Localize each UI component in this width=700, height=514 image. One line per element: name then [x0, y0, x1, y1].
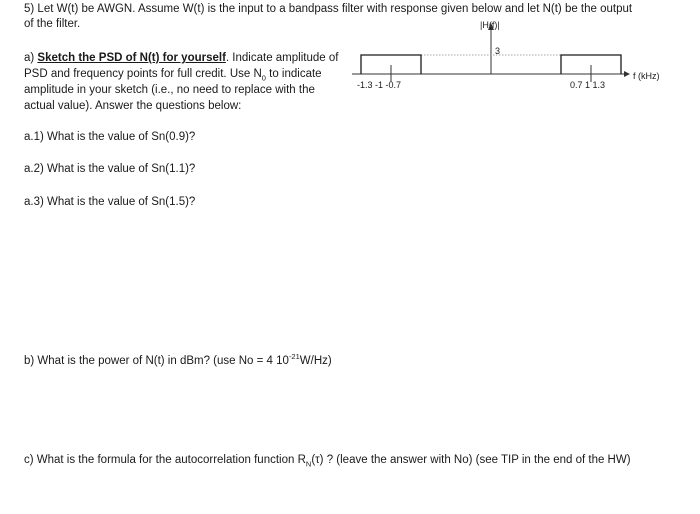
- chart-title: |H(f)|: [480, 20, 500, 30]
- question-a1: a.1) What is the value of Sn(0.9)?: [24, 131, 196, 143]
- question-a3: a.3) What is the value of Sn(1.5)?: [24, 196, 196, 208]
- question-c-tail: (τ) ? (leave the answer with No) (see TIP in the end of the HW): [311, 454, 631, 466]
- question-c-sub: N: [305, 459, 312, 469]
- question-header-line1: 5) Let W(t) be AWGN. Assume W(t) is the input to a bandpass filter with response given below and let N(t) be the output: [24, 3, 633, 15]
- question-b-exponent: -21: [288, 352, 300, 362]
- x-tick-labels-left: -1.3 -1 -0.7: [357, 80, 402, 90]
- part-a-lead: a): [24, 52, 38, 64]
- amplitude-label: 3: [495, 46, 501, 56]
- question-b-tail: W/Hz): [299, 355, 332, 367]
- part-a-rest: . Indicate amplitude of PSD and frequency points for full credit. Use N: [24, 52, 339, 80]
- question-b-text: b) What is the power of N(t) in dBm? (use No = 4 10: [24, 355, 289, 367]
- question-c-text: c) What is the formula for the autocorrelation function R: [24, 454, 306, 466]
- question-header-line2: of the filter.: [24, 18, 81, 30]
- part-a-rest-sub: 0: [261, 73, 266, 83]
- question-a2: a.2) What is the value of Sn(1.1)?: [24, 163, 196, 175]
- part-a-rest-tail: to indicate amplitude in your sketch (i.e., no need to replace with the actual value). Answer the questions below:: [24, 68, 322, 112]
- x-axis-arrow: [624, 71, 630, 77]
- x-axis-label: f (kHz): [633, 71, 660, 81]
- x-tick-labels-right: 0.7 1 1.3: [570, 80, 606, 90]
- part-a-bold: Sketch the PSD of N(t) for yourself: [37, 52, 226, 64]
